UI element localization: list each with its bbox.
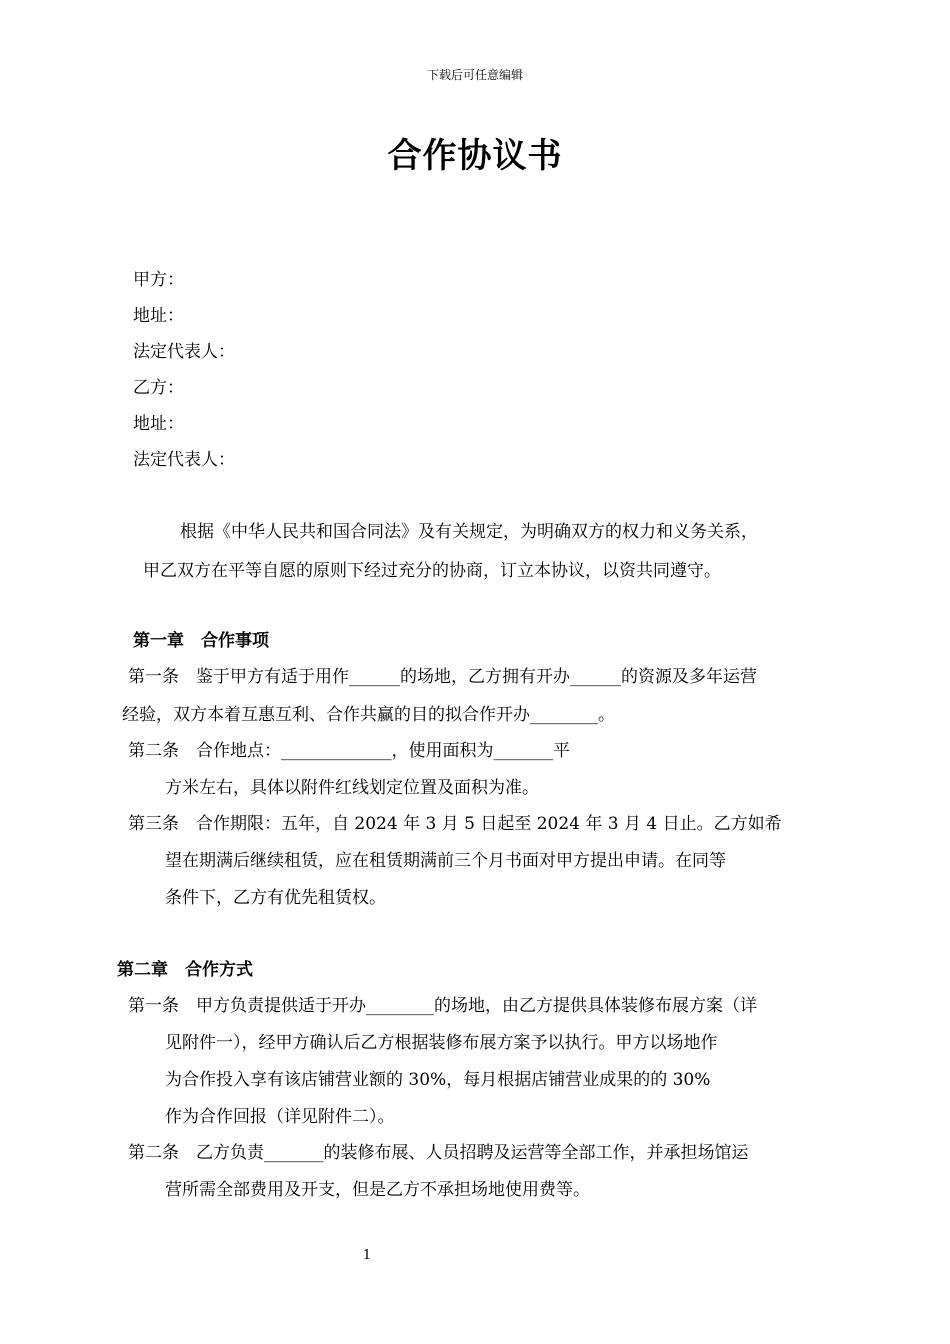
document-title: 合作协议书: [387, 136, 563, 176]
chapter-2-line-2: 见附件一），经甲方确认后乙方根据装修布展方案予以执行。甲方以场地作: [165, 1033, 718, 1053]
chapter-1-line-4: 方米左右，具体以附件红线划定位置及面积为准。: [165, 778, 539, 798]
page-header-note: 下载后可任意编辑: [426, 68, 523, 82]
chapter-2-line-4: 作为合作回报（详见附件二）。: [165, 1107, 395, 1127]
preamble-line-2: 甲乙双方在平等自愿的原则下经过充分的协商，订立本协议，以资共同遵守。: [143, 561, 721, 581]
chapter-1-line-2: 经验，双方本着互惠互利、合作共赢的目的拟合作开办________。: [122, 705, 615, 725]
party-a-label: 甲方：: [133, 270, 184, 290]
chapter-2-line-6: 营所需全部费用及开支，但是乙方不承担场地使用费等。: [165, 1180, 590, 1200]
chapter-2-line-3: 为合作投入享有该店铺营业额的 30%，每月根据店铺营业成果的的 30%: [165, 1070, 711, 1090]
chapter-2-line-5: 第二条 乙方负责_______的装修布展、人员招聘及运营等全部工作，并承担场馆运: [128, 1143, 749, 1163]
chapter-1-line-5: 第三条 合作期限：五年，自 2024 年 3 月 5 日起至 2024 年 3 月 4 日止。乙方如希: [128, 814, 782, 834]
chapter-1-line-6: 望在期满后继续租赁，应在租赁期满前三个月书面对甲方提出申请。在同等: [165, 851, 726, 871]
page-number: 1: [362, 1248, 372, 1263]
party-a-representative-label: 法定代表人：: [133, 342, 235, 362]
party-b-address-label: 地址：: [133, 414, 184, 434]
chapter-1-heading: 第一章 合作事项: [133, 631, 269, 651]
party-a-address-label: 地址：: [133, 306, 184, 326]
chapter-1-line-3: 第二条 合作地点：_____________，使用面积为_______平: [128, 741, 570, 761]
preamble-line-1: 根据《中华人民共和国合同法》及有关规定，为明确双方的权力和义务关系，: [180, 522, 758, 542]
party-b-representative-label: 法定代表人：: [133, 450, 235, 470]
party-b-label: 乙方：: [133, 378, 184, 398]
chapter-2-heading: 第二章 合作方式: [117, 960, 253, 980]
chapter-1-line-7: 条件下，乙方有优先租赁权。: [165, 888, 386, 908]
chapter-2-line-1: 第一条 甲方负责提供适于开办________的场地，由乙方提供具体装修布展方案（详: [128, 996, 757, 1016]
chapter-1-line-1: 第一条 鉴于甲方有适于用作______的场地，乙方拥有开办______的资源及多年运营: [128, 667, 757, 687]
